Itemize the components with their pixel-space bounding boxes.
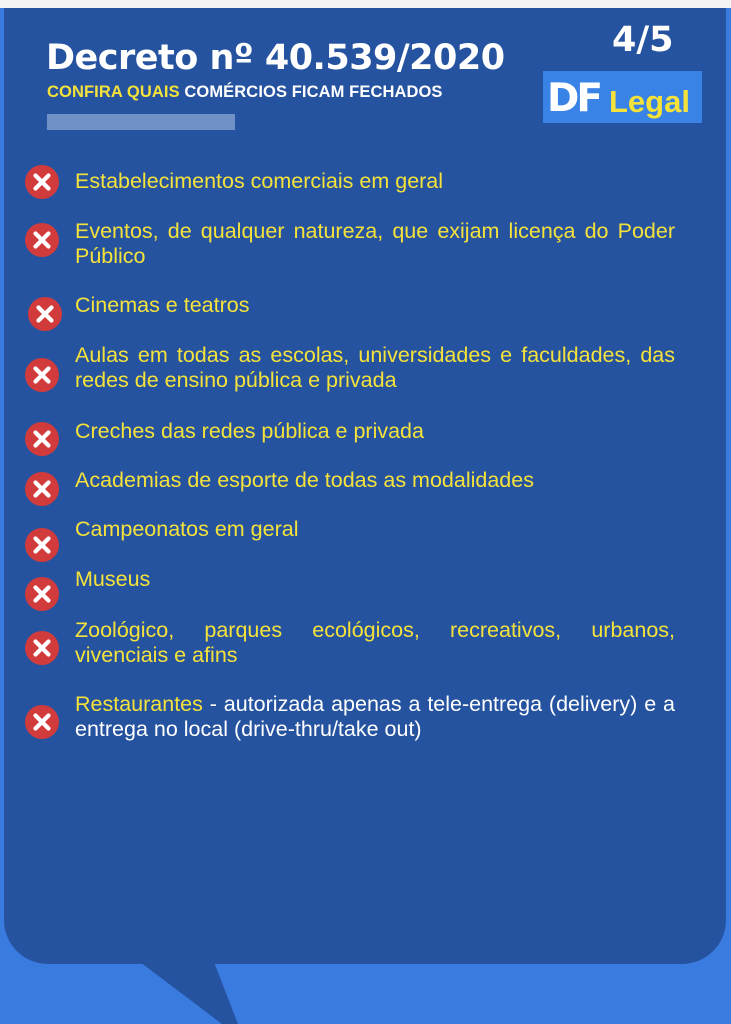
close-icon: [24, 471, 60, 507]
list-item-text: Academias de esporte de todas as modalidades: [75, 468, 534, 492]
close-icon: [24, 630, 60, 666]
page-indicator: 4/5: [612, 20, 674, 60]
logo-df-text: DF: [547, 76, 601, 121]
close-icon: [27, 296, 63, 332]
close-icon: [24, 527, 60, 563]
list-item-text: Creches das redes pública e privada: [75, 419, 424, 443]
list-item-text: Estabelecimentos comerciais em geral: [75, 169, 444, 193]
page-title: Decreto nº 40.539/2020: [46, 38, 505, 78]
list-item-text: Museus: [75, 567, 151, 591]
close-icon: [24, 704, 60, 740]
close-icon: [24, 576, 60, 612]
subtitle-highlight: CONFIRA QUAIS: [47, 83, 180, 101]
list-item-text: Aulas em todas as escolas, universidades e faculdades, das redes de ensino pública e privada: [75, 343, 675, 392]
subtitle-rest: COMÉRCIOS FICAM FECHADOS: [184, 83, 443, 101]
list-item-text: Zoológico, parques ecológicos, recreativos, urbanos, vivenciais e afins: [75, 618, 675, 667]
list-item-text: Eventos, de qualquer natureza, que exijam licença do Poder Público: [75, 219, 675, 268]
close-icon: [24, 421, 60, 457]
list-item-text: [75, 692, 675, 742]
df-legal-logo: [543, 71, 702, 123]
list-item-text: Campeonatos em geral: [75, 517, 299, 541]
list-item-heading: Restaurantes: [75, 692, 203, 716]
close-icon: [24, 357, 60, 393]
list-item-note: - autorizada apenas a tele-entrega (delivery) e a entrega no local (drive-thru/take out): [75, 692, 675, 741]
top-strip: [0, 0, 731, 8]
logo-legal-text: Legal: [609, 84, 690, 119]
title-underline-bar: [47, 114, 235, 130]
subtitle: [47, 83, 443, 102]
close-icon: [24, 222, 60, 258]
close-icon: [24, 164, 60, 200]
list-item-text: Cinemas e teatros: [75, 293, 250, 317]
